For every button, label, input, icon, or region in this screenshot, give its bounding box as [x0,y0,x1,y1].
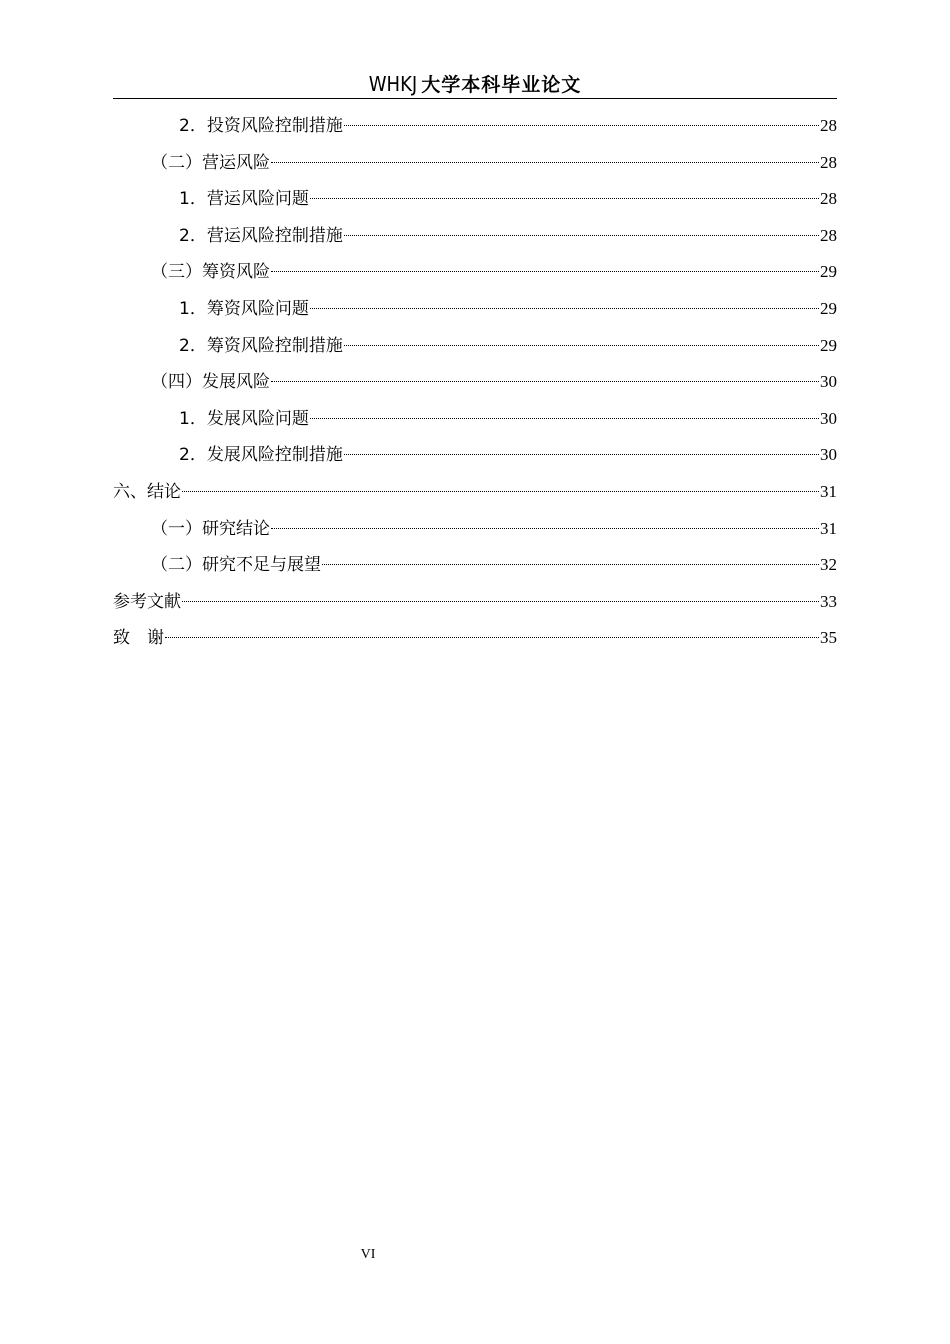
toc-entry-page: 28 [820,116,837,135]
toc-dot-leader [165,637,819,638]
page-number: VI [360,1247,376,1262]
toc-entry-page: 31 [820,518,837,538]
toc-dot-leader [271,381,819,382]
toc-entry[interactable] [113,291,837,328]
toc-dot-leader [344,454,819,455]
toc-entry-page: 31 [820,481,837,501]
toc-entry-page: 35 [820,628,837,648]
header-rule [113,98,837,99]
toc-dot-leader [310,308,819,309]
toc-entry-label: 六、结论 [113,481,181,502]
toc-entry[interactable] [113,584,837,621]
toc-dot-leader [322,564,819,565]
toc-entry-label: （三）筹资风险 [151,262,270,283]
toc-dot-leader [344,235,819,236]
toc-entry-label: 2．营运风险控制措施 [179,225,343,246]
toc-entry-label: （一）研究结论 [151,518,270,539]
toc-entry[interactable] [113,108,837,145]
toc-entry[interactable] [113,511,837,548]
header-brand: WHKJ [368,72,418,96]
toc-entry-page: 28 [820,189,837,209]
toc-entry-page: 28 [820,152,837,172]
toc-entry-label: 2．投资风险控制措施 [179,116,343,136]
toc-entry-label: 2．筹资风险控制措施 [179,335,343,356]
toc-entry-label: 2．发展风险控制措施 [179,445,343,466]
toc-dot-leader [182,491,819,492]
toc-entry[interactable] [113,181,837,218]
toc-entry-label: 致 谢 [113,628,164,649]
table-of-contents [113,108,837,657]
toc-entry-page: 29 [820,262,837,282]
toc-entry-page: 30 [820,408,837,428]
toc-dot-leader [271,271,819,272]
page-header [113,70,837,98]
toc-entry-label: 参考文献 [113,591,181,612]
toc-dot-leader [344,125,819,126]
toc-entry-label: （四）发展风险 [151,372,270,393]
toc-dot-leader [271,528,819,529]
toc-entry-page: 32 [820,555,837,575]
toc-dot-leader [310,418,819,419]
toc-entry[interactable] [113,364,837,401]
toc-dot-leader [271,162,819,163]
toc-entry-label: 1．筹资风险问题 [179,298,309,319]
toc-entry[interactable] [113,401,837,438]
toc-entry-page: 30 [820,445,837,465]
toc-entry-label: 1．营运风险问题 [179,189,309,210]
toc-entry-page: 29 [820,298,837,318]
toc-entry-label: （二）研究不足与展望 [151,555,321,576]
toc-entry-label: （二）营运风险 [151,152,270,173]
toc-entry-page: 28 [820,225,837,245]
toc-dot-leader [310,198,819,199]
toc-entry-label: 1．发展风险问题 [179,408,309,429]
toc-entry[interactable] [113,474,837,511]
toc-entry[interactable] [113,620,837,657]
toc-entry-page: 30 [820,372,837,392]
toc-dot-leader [344,345,819,346]
toc-entry[interactable] [113,218,837,255]
toc-entry[interactable] [113,437,837,474]
header-title: 大学本科毕业论文 [421,74,582,96]
toc-entry[interactable] [113,145,837,182]
toc-entry[interactable] [113,547,837,584]
toc-entry[interactable] [113,254,837,291]
toc-entry[interactable] [113,328,837,365]
toc-entry-page: 33 [820,591,837,611]
toc-entry-page: 29 [820,335,837,355]
toc-dot-leader [182,601,819,602]
